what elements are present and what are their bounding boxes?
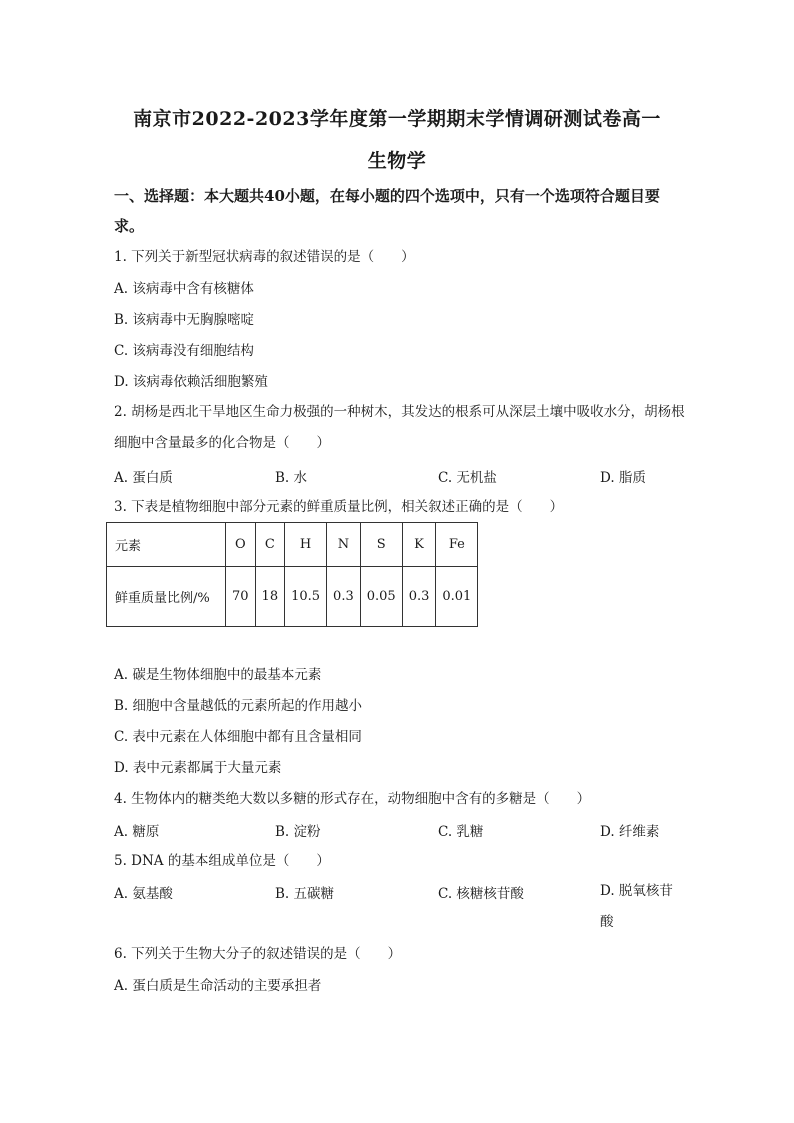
table-value-cell: 0.05 xyxy=(360,567,402,627)
exam-title-line1: 南京市2022-2023学年度第一学期期末学情调研测试卷高一 xyxy=(133,108,661,130)
q3-option-a: A. 碳是生物体细胞中的最基本元素 xyxy=(114,667,322,683)
q5-option-d: D. 脱氧核苷酸 xyxy=(600,883,673,930)
table-element-cell: H xyxy=(285,523,327,567)
table-value-cell: 70 xyxy=(226,567,256,627)
table-element-cell: K xyxy=(402,523,436,567)
q6-option-a: A. 蛋白质是生命活动的主要承担者 xyxy=(114,978,322,994)
q1-option-d: D. 该病毒依赖活细胞繁殖 xyxy=(114,374,268,390)
q5-stem: 5. DNA 的基本组成单位是（ ） xyxy=(114,853,330,869)
q4-option-d: D. 纤维素 xyxy=(600,824,660,840)
table-value-cell: 0.3 xyxy=(327,567,361,627)
table-value-cell: 0.3 xyxy=(402,567,436,627)
q2-options xyxy=(114,466,686,486)
table-element-cell: C xyxy=(255,523,285,567)
q2-option-b: B. 水 xyxy=(275,470,308,486)
q2-option-c: C. 无机盐 xyxy=(438,470,497,486)
q2-stem: 2. 胡杨是西北干旱地区生命力极强的一种树木，其发达的根系可从深层土壤中吸收水分，胡杨根细胞中含量最多的化合物是（ ） xyxy=(114,404,685,451)
table-value-row xyxy=(107,567,478,627)
q1-option-b: B. 该病毒中无胸腺嘧啶 xyxy=(114,312,255,328)
q4-stem: 4. 生物体内的糖类绝大数以多糖的形式存在，动物细胞中含有的多糖是（ ） xyxy=(114,791,591,807)
table-value-cell: 10.5 xyxy=(285,567,327,627)
table-value-cell: 0.01 xyxy=(436,567,478,627)
table-row-label: 鲜重质量比例/% xyxy=(107,567,226,627)
table-header-row xyxy=(107,523,478,567)
q1-option-a: A. 该病毒中含有核糖体 xyxy=(114,281,254,297)
q3-stem: 3. 下表是植物细胞中部分元素的鲜重质量比例，相关叙述正确的是（ ） xyxy=(114,499,564,515)
table-header-label: 元素 xyxy=(107,523,226,567)
element-ratio-table xyxy=(106,522,478,627)
q2-option-a: A. 蛋白质 xyxy=(114,470,173,486)
q4-options xyxy=(114,820,686,840)
q5-option-a: A. 氨基酸 xyxy=(114,886,173,902)
section-heading: 一、选择题：本大题共40小题，在每小题的四个选项中，只有一个选项符合题目要求。 xyxy=(114,187,660,235)
q2-option-d: D. 脂质 xyxy=(600,470,646,486)
q1-stem: 1. 下列关于新型冠状病毒的叙述错误的是（ ） xyxy=(114,249,415,265)
q3-option-c: C. 表中元素在人体细胞中都有且含量相同 xyxy=(114,729,362,745)
table-element-cell: S xyxy=(360,523,402,567)
table-element-cell: Fe xyxy=(436,523,478,567)
q1-option-c: C. 该病毒没有细胞结构 xyxy=(114,343,254,359)
q5-option-b: B. 五碳糖 xyxy=(275,886,335,902)
exam-title-line2: 生物学 xyxy=(367,150,427,172)
table-element-cell: N xyxy=(327,523,361,567)
q4-option-b: B. 淀粉 xyxy=(275,824,321,840)
q3-option-b: B. 细胞中含量越低的元素所起的作用越小 xyxy=(114,698,363,714)
q5-option-c: C. 核糖核苷酸 xyxy=(438,886,524,902)
table-element-cell: O xyxy=(226,523,256,567)
q4-option-c: C. 乳糖 xyxy=(438,824,484,840)
q4-option-a: A. 糖原 xyxy=(114,824,160,840)
q6-stem: 6. 下列关于生物大分子的叙述错误的是（ ） xyxy=(114,946,402,962)
q3-option-d: D. 表中元素都属于大量元素 xyxy=(114,760,282,776)
table-value-cell: 18 xyxy=(255,567,285,627)
